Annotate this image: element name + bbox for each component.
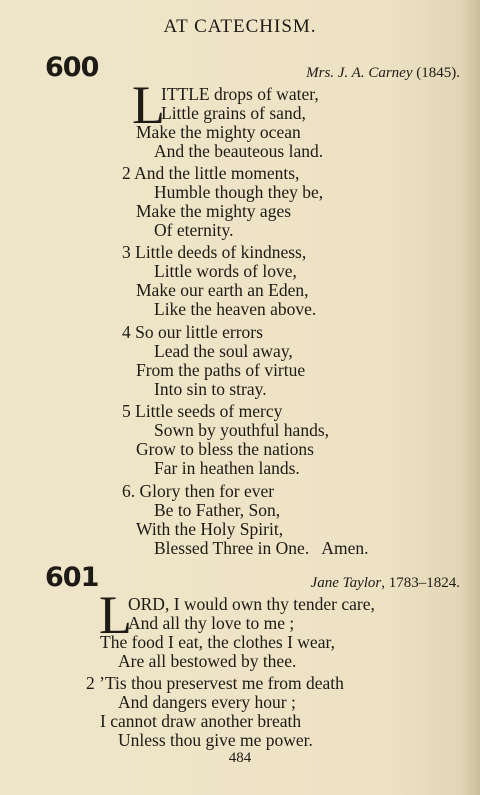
verse-line: Of eternity. [154,220,234,240]
verse-line: ITTLE drops of water, [161,84,319,104]
verse-line: Unless thou give me power. [118,730,313,750]
hymn-author [306,65,460,82]
verse-line: Blessed Three in One. Amen. [154,538,369,558]
verse-line: 2 And the little moments, [122,163,300,183]
verse-line: Little grains of sand, [161,103,306,123]
verse-line: Make our earth an Eden, [136,280,309,300]
hymn-author [311,575,460,592]
verse-line: 3 Little deeds of kindness, [122,242,307,262]
author-dates: (1845). [412,65,460,81]
verse-line: 4 So our little errors [122,322,263,342]
verse-line: Are all bestowed by thee. [118,651,297,671]
running-header: AT CATECHISM. [163,16,317,37]
verse-line: I cannot draw another breath [100,711,302,731]
verse-line: The food I eat, the clothes I wear, [100,632,335,652]
verse-line: And dangers every hour ; [118,692,296,712]
hymn-number: 600 [45,52,99,83]
verse-line: Into sin to stray. [154,379,267,399]
verse-line: And all thy love to me ; [128,613,295,633]
verse-line: Make the mighty ages [136,201,292,221]
author-name: Jane Taylor [310,575,382,591]
verse-line: Like the heaven above. [154,299,317,319]
verse-line: Little words of love, [154,261,297,281]
verse-line: 2 ’Tis thou preservest me from death [86,673,344,693]
verse-line: Sown by youthful hands, [154,420,329,440]
author-name: Mrs. J. A. Carney [306,65,413,81]
verse-line: 5 Little seeds of mercy [122,401,283,421]
page-number: 484 [228,750,252,766]
verse-line: ORD, I would own thy tender care, [128,594,375,614]
verse-line: Be to Father, Son, [154,500,281,520]
hymn-number: 601 [45,562,99,593]
author-dates: , 1783–1824. [381,575,460,591]
verse-line: 6. Glory then for ever [122,481,275,501]
drop-cap: L [99,585,132,645]
verse-line: From the paths of virtue [136,360,306,380]
verse-line: Humble though they be, [154,182,324,202]
verse-line: And the beauteous land. [154,141,324,161]
drop-cap: L [132,75,165,135]
verse-line: Grow to bless the nations [136,439,314,459]
verse-line: Lead the soul away, [154,341,293,361]
verse-line: Make the mighty ocean [136,122,301,142]
verse-line: Far in heathen lands. [154,458,300,478]
verse-line: With the Holy Spirit, [136,519,284,539]
